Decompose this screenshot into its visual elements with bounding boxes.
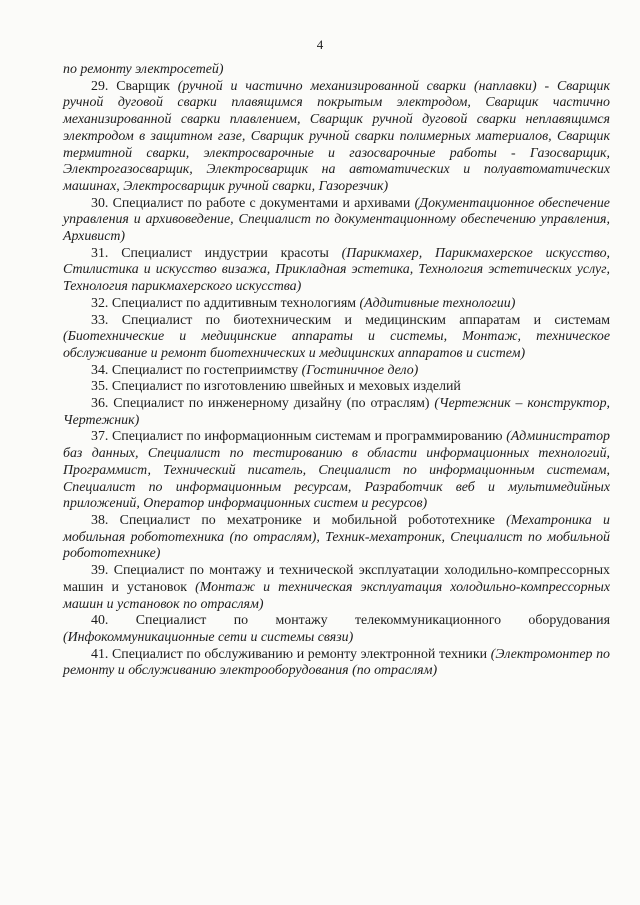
list-item-36: 36. Специалист по инженерному дизайну (по отраслям) (Чертежник – конструктор, Чертежник) [63, 396, 610, 428]
list-item-38: 38. Специалист по мехатронике и мобильной робототехнике (Мехатроника и мобильная робототехника (по отраслям), Техник-мехатроник, Специалист по мобильной робототехнике) [63, 512, 610, 562]
list-item-33: 33. Специалист по биотехническим и медицинским аппаратам и системам (Биотехнические и медицинские аппараты и системы, Монтаж, техническое обслуживание и ремонт биотехнических и медицинских аппаратов и систем) [63, 312, 610, 361]
list-item-34: 34. Специалист по гостеприимству (Гостиничное дело) [91, 362, 419, 378]
list-item-29: 29. Сварщик (ручной и частично механизированной сварки (наплавки) - Сварщик ручной дуговой сварки плавящимся покрытым электродом, Сварщик частично механизированной сварки плавлением, Сварщик ручной дуговой сварки неплавящимся электродом в защитном газе, Сварщик ручной сварки полимерных материалов, Сварщик термитной сварки, электросварочные и газосварочные работы - Газосварщик, Электрогазосварщик, Электросварщик на автоматических и полуавтоматических машинах, Электросварщик ручной сварки, Газорезчик) [63, 78, 610, 194]
list-item-35: 35. Специалист по изготовлению швейных и меховых изделий [91, 379, 461, 395]
continuation-text: по ремонту электросетей) [63, 62, 224, 77]
list-item-37: 37. Специалист по информационным системам и программированию (Администратор баз данных, Специалист по тестированию в области информационных технологий, Программист, Технический писатель, Специалист по информационным системам, Специалист по информационным ресурсам, Разработчик веб и мультимедийных приложений, Оператор информационных систем и ресурсов) [63, 429, 610, 512]
document-body [63, 62, 610, 680]
list-item-41: 41. Специалист по обслуживанию и ремонту электронной техники (Электромонтер по ремонту и обслуживанию электрооборудования (по отраслям) [63, 646, 610, 679]
page-number: 4 [316, 37, 324, 52]
list-item-32: 32. Специалист по аддитивным технологиям (Аддитивные технологии) [91, 295, 516, 311]
list-item-31: 31. Специалист индустрии красоты (Парикмахер, Парикмахерское искусство, Стилистика и искусство визажа, Прикладная эстетика, Технология эстетических услуг, Технология парикмахерского искусства) [63, 245, 610, 295]
continuation-line [63, 62, 610, 79]
list-item-30: 30. Специалист по работе с документами и архивами (Документационное обеспечение управления и архивоведение, Специалист по документационному обеспечению управления, Архивист) [63, 195, 610, 245]
list-item-39: 39. Специалист по монтажу и технической эксплуатации холодильно-компрессорных машин и установок (Монтаж и техническая эксплуатация холодильно-компрессорных машин и установок по отраслям) [63, 563, 610, 612]
list-item-40: 40. Специалист по монтажу телекоммуникационного оборудования (Инфокоммуникационные сети и системы связи) [63, 613, 610, 645]
